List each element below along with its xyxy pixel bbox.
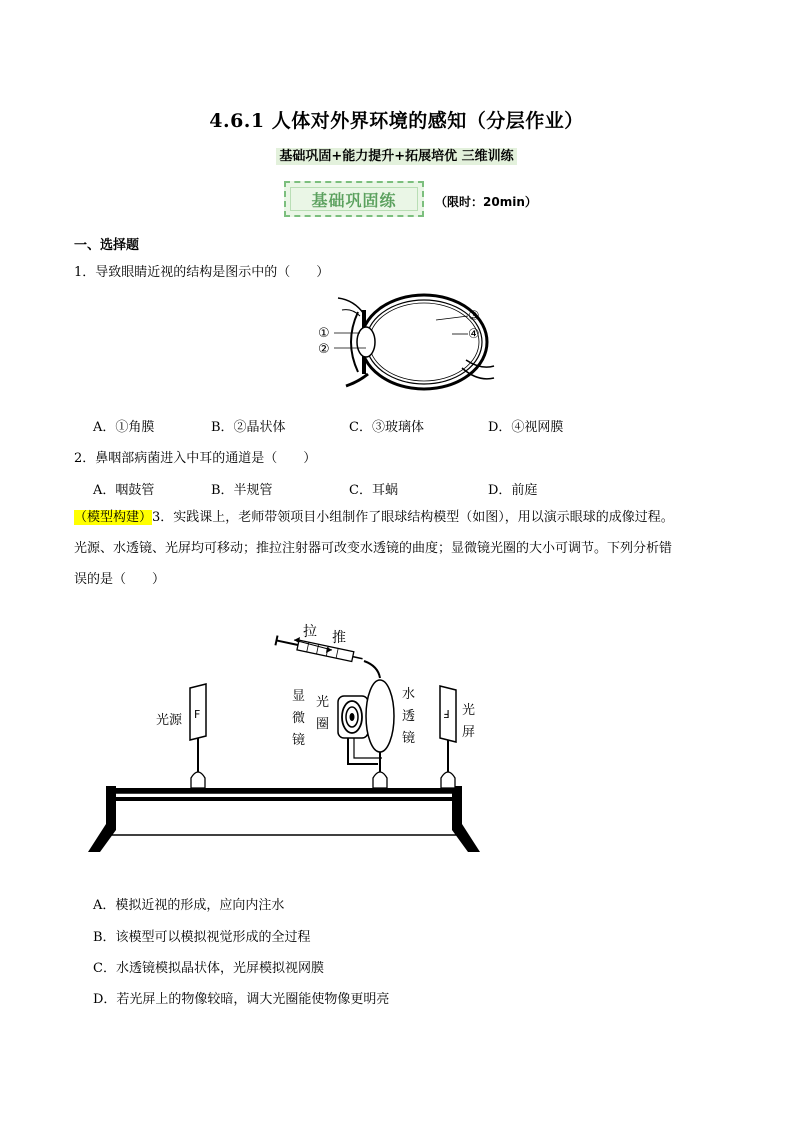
eye-label-4: ④	[468, 327, 480, 342]
label-microscope-3: 镜	[292, 733, 306, 748]
label-aperture-2: 圈	[316, 717, 330, 732]
question-1-stem: 1．导致眼睛近视的结构是图示中的（ ）	[74, 265, 330, 280]
label-microscope-2: 微	[292, 711, 306, 726]
page-subtitle	[0, 145, 793, 164]
q2-option-b: B．半规管	[211, 483, 273, 498]
q3-option-c: C．水透镜模拟晶状体，光屏模拟视网膜	[93, 961, 324, 976]
subtitle-text: 基础巩固+能力提升+拓展培优 三维训练	[276, 148, 516, 165]
label-light-source: 光源	[156, 713, 183, 728]
q3-option-a: A．模拟近视的形成，应向内注水	[93, 898, 285, 913]
label-push: 推	[332, 630, 346, 646]
q3-option-b: B．该模型可以模拟视觉形成的全过程	[93, 930, 311, 945]
badge-label: 基础巩固练	[290, 187, 418, 211]
q3-line-1	[74, 502, 724, 533]
label-screen-2: 屏	[462, 725, 476, 740]
time-limit: （限时：20min）	[435, 195, 537, 209]
question-3-stem	[74, 502, 724, 595]
letter-f: F	[194, 708, 201, 721]
section-heading: 一、选择题	[74, 238, 140, 253]
q2-option-d: D．前庭	[488, 483, 538, 498]
section-badge	[284, 181, 424, 217]
label-microscope-1: 显	[292, 689, 306, 704]
letter-inverted-f: Ⅎ	[443, 708, 450, 721]
q2-option-c: C．耳蜗	[349, 483, 398, 498]
q1-option-a: A．①角膜	[93, 420, 155, 435]
eye-diagram	[316, 290, 496, 398]
page-title: 4.6.1 人体对外界环境的感知（分层作业）	[209, 110, 584, 132]
q3-line-1-text: 3．实践课上，老师带领项目小组制作了眼球结构模型（如图），用以演示眼球的成像过程。	[152, 510, 674, 525]
eye-label-3: ③	[468, 309, 480, 324]
label-water-lens-2: 透	[402, 709, 416, 724]
q3-line-3: 误的是（ ）	[74, 572, 166, 587]
eye-label-1: ①	[318, 326, 330, 341]
label-screen-1: 光	[462, 703, 476, 718]
q1-option-d: D．④视网膜	[488, 420, 564, 435]
q3-option-d: D．若光屏上的物像较暗，调大光圈能使物像更明亮	[93, 992, 390, 1007]
q3-tag: （模型构建）	[74, 510, 153, 525]
eye-label-2: ②	[318, 342, 330, 357]
question-2-stem: 2．鼻咽部病菌进入中耳的通道是（ ）	[74, 451, 317, 466]
label-aperture-1: 光	[316, 695, 330, 710]
label-water-lens-3: 镜	[402, 731, 416, 746]
q1-option-b: B．②晶状体	[211, 420, 286, 435]
label-pull: 拉	[303, 624, 317, 640]
q1-option-c: C．③玻璃体	[349, 420, 424, 435]
q3-line-2: 光源、水透镜、光屏均可移动；推拉注射器可改变水透镜的曲度；显微镜光圈的大小可调节。下列分析错	[74, 541, 673, 556]
label-water-lens-1: 水	[402, 687, 416, 702]
eye-model-diagram	[86, 618, 486, 856]
q2-option-a: A．咽鼓管	[93, 483, 155, 498]
